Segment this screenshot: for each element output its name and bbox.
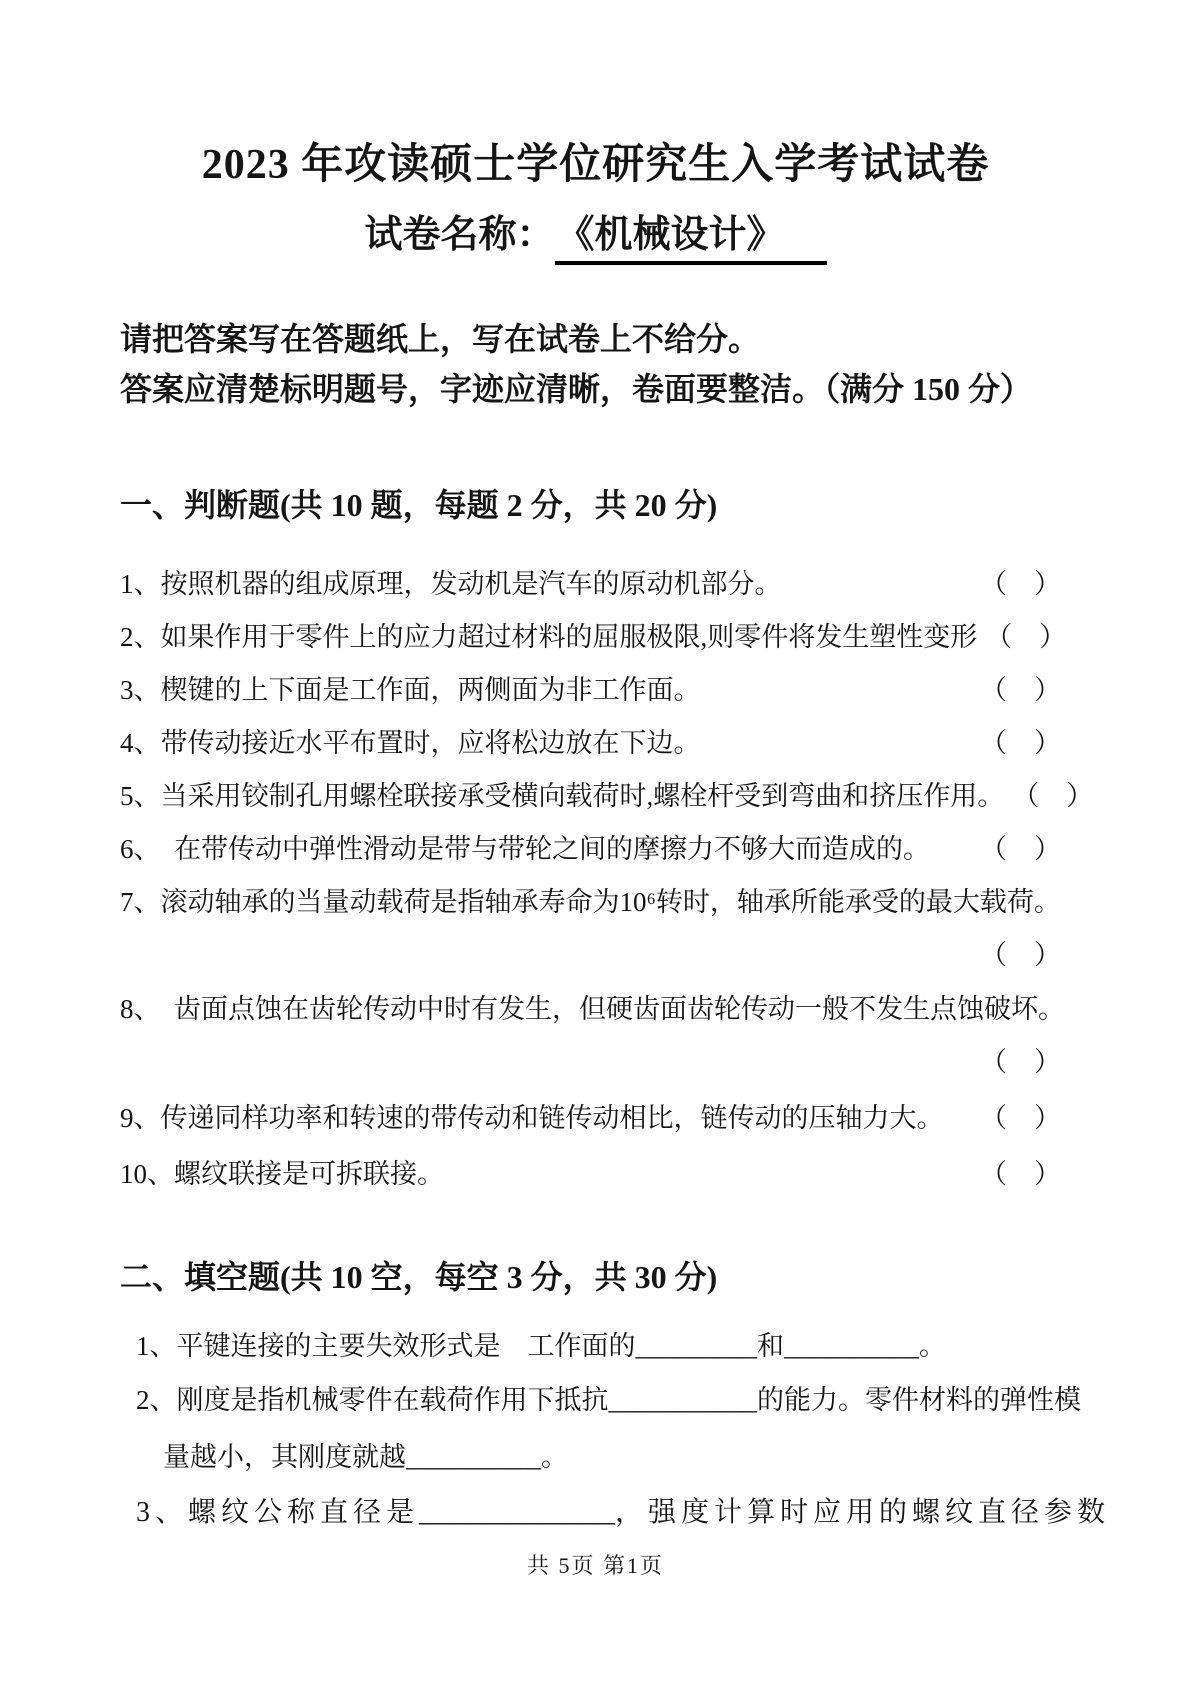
judge-question-9 bbox=[120, 1102, 1061, 1135]
section-judgement-heading: 一、判断题(共 10 题，每题 2 分，共 20 分) bbox=[120, 487, 718, 523]
answer-blank: ______________ bbox=[419, 1497, 616, 1528]
question-text: 10、螺纹联接是可拆联接。 bbox=[120, 1159, 444, 1189]
judge-question-8 bbox=[120, 993, 1065, 1026]
page-footer: 共 5页 第1页 bbox=[526, 1553, 664, 1578]
page-title: 2023 年攻读硕士学位研究生入学考试试卷 bbox=[201, 142, 990, 188]
judge-question-10 bbox=[120, 1158, 1061, 1191]
answer-parentheses: （ ） bbox=[980, 940, 1061, 970]
question-text: 8、 齿面点蚀在齿轮传动中时有发生，但硬齿面齿轮传动一般不发生点蚀破坏。 bbox=[120, 994, 1065, 1024]
paper-name-label: 试卷名称： bbox=[364, 214, 555, 256]
instruction-line-2: 答案应清楚标明题号，字迹应清晰，卷面要整洁。（满分 150 分） bbox=[120, 371, 1033, 407]
question-text: 3、螺纹公称直径是 bbox=[136, 1497, 420, 1528]
fill-question-3 bbox=[136, 1496, 1110, 1530]
judge-question-2 bbox=[120, 621, 1067, 654]
question-text: 9、传递同样功率和转速的带传动和链传动相比，链传动的压轴力大。 bbox=[120, 1103, 944, 1133]
question-text: ，强度计算时应用的螺纹直径参数 bbox=[615, 1497, 1111, 1528]
answer-parentheses: （ ） bbox=[980, 1103, 1061, 1133]
judge-question-6 bbox=[120, 833, 1061, 866]
judge-question-3 bbox=[120, 674, 1061, 707]
judge-question-4 bbox=[120, 727, 1061, 760]
answer-parentheses: （ ） bbox=[1012, 781, 1094, 811]
answer-parentheses: （ ） bbox=[985, 622, 1067, 652]
answer-parentheses: （ ） bbox=[980, 1047, 1061, 1077]
paper-name-value: 《机械设计》 bbox=[555, 212, 827, 265]
question-text: 5、当采用铰制孔用螺栓联接承受横向载荷时,螺栓杆受到弯曲和挤压作用。 bbox=[120, 781, 1005, 811]
judge-question-7 bbox=[120, 886, 1061, 919]
fill-question-2-line-2: 量越小，其刚度就越__________。 bbox=[163, 1442, 568, 1472]
answer-parentheses: （ ） bbox=[980, 834, 1061, 864]
answer-parentheses: （ ） bbox=[980, 675, 1061, 705]
question-text: 2、如果作用于零件上的应力超过材料的屈服极限,则零件将发生塑性变形 bbox=[120, 622, 978, 652]
instruction-line-1: 请把答案写在答题纸上，写在试卷上不给分。 bbox=[120, 321, 761, 357]
judge-question-7-parentheses bbox=[120, 939, 1061, 972]
judge-question-8-parentheses bbox=[120, 1046, 1061, 1079]
question-text: 4、带传动接近水平布置时，应将松边放在下边。 bbox=[120, 728, 701, 758]
fill-question-1: 1、平键连接的主要失效形式是 工作面的_________和__________。 bbox=[136, 1331, 946, 1361]
fill-question-2-line-1: 2、刚度是指机械零件在载荷作用下抵抗___________的能力。零件材料的弹性模 bbox=[136, 1385, 1081, 1415]
paper-name-line bbox=[0, 212, 1191, 265]
answer-parentheses: （ ） bbox=[980, 1159, 1061, 1189]
question-text: 1、按照机器的组成原理，发动机是汽车的原动机部分。 bbox=[120, 569, 782, 599]
answer-parentheses: （ ） bbox=[980, 569, 1061, 599]
question-text: 6、 在带传动中弹性滑动是带与带轮之间的摩擦力不够大而造成的。 bbox=[120, 834, 930, 864]
question-text: 3、楔键的上下面是工作面，两侧面为非工作面。 bbox=[120, 675, 701, 705]
answer-parentheses: （ ） bbox=[980, 728, 1061, 758]
section-fill-heading: 二、填空题(共 10 空，每空 3 分，共 30 分) bbox=[120, 1259, 718, 1295]
judge-question-1 bbox=[120, 568, 1061, 601]
judge-question-5 bbox=[120, 780, 1094, 813]
question-text: 7、滚动轴承的当量动载荷是指轴承寿命为10⁶转时，轴承所能承受的最大载荷。 bbox=[120, 887, 1061, 917]
